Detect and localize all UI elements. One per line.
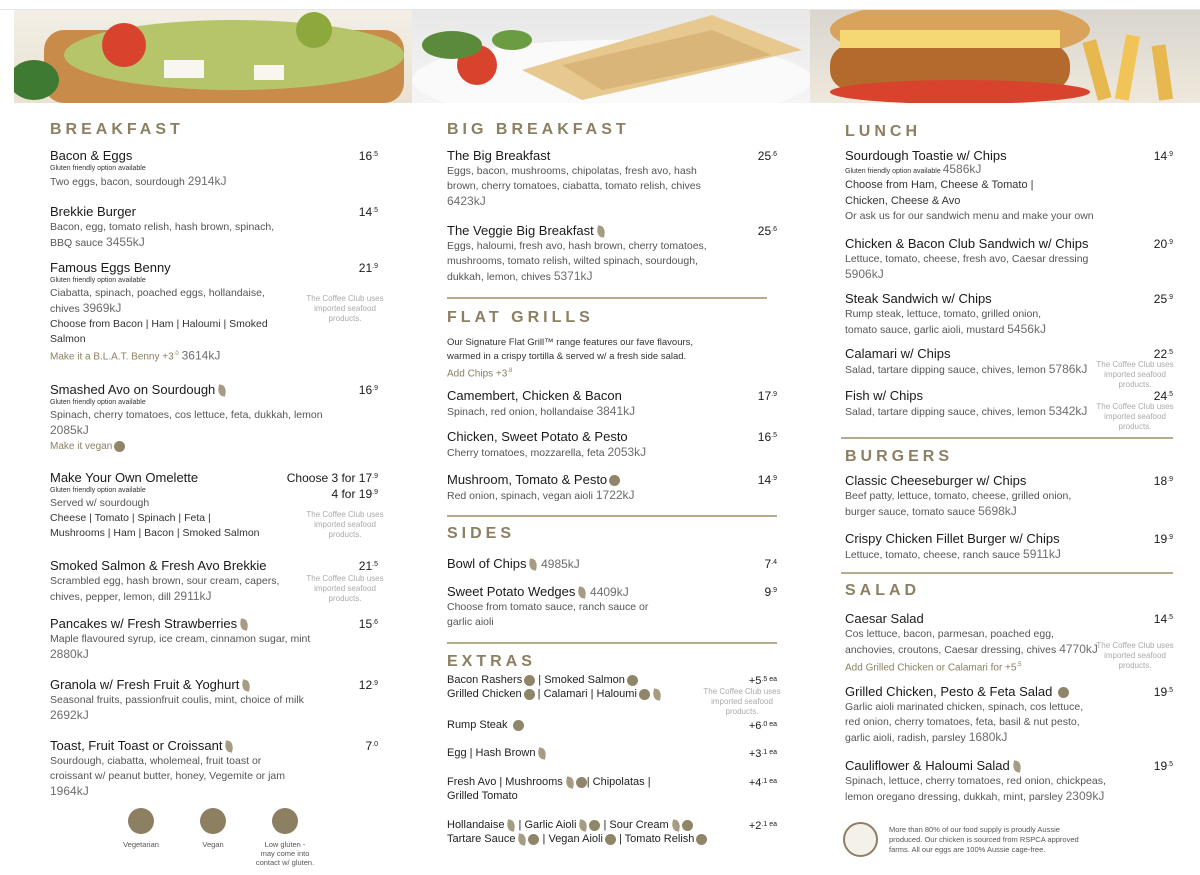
section-title-big-breakfast: BIG BREAKFAST <box>447 121 630 138</box>
item-desc <box>50 708 380 724</box>
item-desc: Eggs, haloumi, fresh avo, hash brown, cherry tomatoes, <box>447 240 707 252</box>
item-kj: 3841kJ <box>596 404 636 418</box>
item-desc: Choose from tomato sauce, ranch sauce or <box>447 601 649 613</box>
gluten-icon <box>524 675 535 686</box>
item-name: The Veggie Big Breakfast <box>447 223 777 239</box>
gluten-friendly-note: Gluten friendly option available <box>845 168 941 175</box>
item-kj: 5456kJ <box>1007 322 1046 336</box>
item-price: $+6^{.0 ea}$ <box>748 720 777 732</box>
item-upgrade: Make it vegan <box>50 439 380 454</box>
item-price: Choose 3 for $17^{.9}$ 4 for $19^{.9}$ <box>286 471 378 501</box>
item-desc: BBQ sauce 3455kJ <box>50 235 145 249</box>
item-name: The Big Breakfast <box>447 148 551 163</box>
menu-item-omelette[interactable] <box>50 470 384 541</box>
vegetarian-leaf-icon <box>671 819 681 831</box>
item-desc <box>50 647 380 663</box>
item-desc: Spinach, red onion, hollandaise 3841kJ <box>447 404 636 418</box>
rspca-approved-icon <box>843 822 878 857</box>
gluten-friendly-note: Gluten friendly option available <box>50 399 146 406</box>
item-desc: croissant w/ peanut butter, honey, Vegemite or jam <box>50 770 286 782</box>
gluten-icon <box>682 820 693 831</box>
item-price: $14^{.9}$ <box>757 473 777 487</box>
item-desc: Seasonal fruits, passionfruit coulis, mint, choice of milk <box>50 694 304 706</box>
item-upgrade: Add Grilled Chicken or Calamari for $+5^{.5}$ <box>845 662 1022 674</box>
gluten-friendly-note: Gluten friendly option available <box>50 165 146 172</box>
legend-low-gluten: Low gluten - may come into contact w/ gluten. <box>255 808 315 867</box>
item-price: $25^{.6}$ <box>757 224 777 238</box>
item-desc: Eggs, bacon, mushrooms, chipolatas, fresh avo, hash <box>447 165 697 177</box>
item-desc: Red onion, spinach, vegan aioli 1722kJ <box>447 488 635 502</box>
item-desc: dukkah, lemon, chives 5371kJ <box>447 269 593 283</box>
vegetarian-leaf-icon <box>128 808 154 834</box>
item-kj: 5906kJ <box>845 267 884 281</box>
item-options: Choose from Bacon | Ham | Haloumi | Smoked <box>50 318 268 330</box>
item-options: Cheese | Tomato | Spinach | Feta | <box>50 512 211 524</box>
item-options: Chicken, Cheese & Avo <box>845 195 961 207</box>
item-kj: 1964kJ <box>50 784 89 798</box>
divider <box>447 642 777 644</box>
item-desc <box>845 267 1173 283</box>
flat-grill-photo <box>412 10 810 103</box>
menu-item-haloumi-salad[interactable] <box>845 758 1173 805</box>
item-name: Grilled Chicken, Pesto & Feta Salad <box>845 684 1173 700</box>
item-price: $19^{.5}$ <box>1153 759 1173 773</box>
item-price: $24^{.5}$ <box>1153 389 1173 403</box>
menu-item-cheeseburger[interactable] <box>845 473 1173 520</box>
gluten-icon <box>513 720 524 731</box>
vegan-icon <box>696 834 707 845</box>
item-price: $+5^{.5 ea}$ <box>748 675 777 687</box>
item-name: Crispy Chicken Fillet Burger w/ Chips <box>845 531 1060 546</box>
vegetarian-leaf-icon <box>225 740 235 752</box>
item-desc: garlic aioli <box>447 616 494 628</box>
item-name: Chicken & Bacon Club Sandwich w/ Chips <box>845 236 1089 251</box>
section-title-burgers: BURGERS <box>845 448 954 465</box>
vegetarian-leaf-icon <box>578 586 588 598</box>
item-kj: 2914kJ <box>187 174 227 188</box>
gluten-icon <box>627 675 638 686</box>
menu-item-sweet-potato-wedges[interactable] <box>447 584 777 630</box>
vegan-icon <box>609 475 620 486</box>
item-name: Bacon & Eggs <box>50 148 133 163</box>
item-kj: 5786kJ <box>1048 362 1088 376</box>
seafood-note: The Coffee Club uses imported seafood products. <box>1096 402 1174 431</box>
item-kj: 2085kJ <box>50 423 89 437</box>
item-name: Toast, Fruit Toast or Croissant <box>50 738 380 754</box>
seafood-note: The Coffee Club uses imported seafood products. <box>306 294 384 323</box>
item-desc: Sourdough, ciabatta, wholemeal, fruit toast or <box>50 755 262 767</box>
item-desc: Salad, tartare dipping sauce, chives, lemon 5786kJ <box>845 362 1088 376</box>
item-kj: 1680kJ <box>968 730 1008 744</box>
extras-row-vegetables[interactable]: Fresh Avo | Mushrooms | Chipolatas | Grilled Tomato $+4^{.1 ea}$ <box>447 776 777 802</box>
seafood-note: The Coffee Club uses imported seafood products. <box>1096 641 1174 670</box>
menu-item-granola[interactable] <box>50 677 380 724</box>
item-upgrade: Make it a B.L.A.T. Benny $+3^{.0}$ 3614kJ <box>50 348 221 363</box>
section-title-salad: SALAD <box>845 582 921 599</box>
item-price: $16^{.5}$ <box>757 430 777 444</box>
item-name: Chicken, Sweet Potato & Pesto <box>447 429 628 444</box>
item-desc: Maple flavoured syrup, ice cream, cinnamon sugar, mint <box>50 633 311 645</box>
item-desc: Lettuce, tomato, cheese, ranch sauce 5911kJ <box>845 547 1061 561</box>
section-title-sides: SIDES <box>447 525 516 542</box>
vegan-icon <box>200 808 226 834</box>
item-price: $7^{.4}$ <box>764 557 777 571</box>
item-kj: 2309kJ <box>1065 789 1105 803</box>
item-desc <box>50 784 380 800</box>
item-price: $20^{.9}$ <box>1153 237 1173 251</box>
menu-item-big-breakfast[interactable] <box>447 148 777 210</box>
item-price: $16^{.5}$ <box>358 149 378 163</box>
item-name: Smoked Salmon & Fresh Avo Brekkie <box>50 558 267 573</box>
seafood-note: The Coffee Club uses imported seafood products. <box>703 687 781 716</box>
item-name: Steak Sandwich w/ Chips <box>845 291 992 306</box>
item-kj: 5698kJ <box>978 504 1017 518</box>
item-price: $7^{.0}$ <box>365 739 378 753</box>
vegetarian-leaf-icon <box>596 225 606 237</box>
item-desc: burger sauce, tomato sauce 5698kJ <box>845 504 1017 518</box>
divider <box>841 437 1173 439</box>
vegetarian-leaf-icon <box>529 558 539 570</box>
menu-item-club-sandwich[interactable] <box>845 236 1173 283</box>
vegetarian-leaf-icon <box>579 819 589 831</box>
item-price: $21^{.9}$ <box>358 261 378 275</box>
burger-photo <box>810 10 1200 103</box>
item-desc: chives 3969kJ <box>50 301 122 315</box>
legend-vegetarian: Vegetarian <box>111 808 171 849</box>
menu-item-pancakes[interactable] <box>50 616 380 663</box>
menu-item-fish[interactable] <box>845 388 1174 431</box>
item-kj: 4770kJ <box>1059 642 1098 656</box>
item-desc: Lettuce, tomato, cheese, fresh avo, Caesar dressing <box>845 253 1089 265</box>
item-desc: tomato sauce, garlic aioli, mustard 5456kJ <box>845 322 1046 336</box>
section-title-breakfast: BREAKFAST <box>50 121 184 138</box>
gluten-icon <box>589 820 600 831</box>
vegetarian-leaf-icon <box>239 618 249 630</box>
vegetarian-leaf-icon <box>1012 760 1022 772</box>
vegetarian-leaf-icon <box>538 747 548 759</box>
item-name: Pancakes w/ Fresh Strawberries <box>50 616 380 632</box>
menu-item-bacon-eggs[interactable] <box>50 148 380 190</box>
seafood-note: The Coffee Club uses imported seafood products. <box>1096 360 1174 389</box>
menu-item-smashed-avo[interactable] <box>50 382 380 454</box>
item-name: Sourdough Toastie w/ Chips <box>845 148 1007 163</box>
item-name: Cauliflower & Haloumi Salad <box>845 758 1173 774</box>
item-desc: Salad, tartare dipping sauce, chives, lemon 5342kJ <box>845 404 1088 418</box>
item-desc <box>447 194 777 210</box>
item-price: $25^{.9}$ <box>1153 292 1173 306</box>
menu-item-steak-sandwich[interactable] <box>845 291 1173 338</box>
section-title-flat-grills: FLAT GRILLS <box>447 309 594 326</box>
item-desc: chives, pepper, lemon, dill 2911kJ <box>50 589 212 603</box>
hero-photos <box>14 10 1200 103</box>
item-desc: Garlic aioli marinated chicken, spinach, cos lettuce, <box>845 701 1084 713</box>
flat-grills-intro: Our Signature Flat Grill™ range features our fave flavours, warmed in a crispy tortilla & served w/ a fresh side salad. Add Chips $+3^{.8}$ <box>447 337 694 380</box>
item-price: $16^{.9}$ <box>358 383 378 397</box>
gluten-friendly-note: Gluten friendly option available <box>50 277 146 284</box>
low-gluten-icon <box>272 808 298 834</box>
item-name: Make Your Own Omelette <box>50 470 199 485</box>
menu-item-bowl-of-chips[interactable] <box>447 556 777 572</box>
item-desc: Ciabatta, spinach, poached eggs, hollandaise, <box>50 287 265 299</box>
item-desc: lemon oregano dressing, dukkah, mint, parsley 2309kJ <box>845 789 1105 803</box>
smashed-avo-photo <box>14 10 412 103</box>
menu-item-camembert[interactable] <box>447 388 777 420</box>
item-name: Brekkie Burger <box>50 204 136 219</box>
item-price: $19^{.5}$ <box>1153 685 1173 699</box>
item-price: $22^{.5}$ <box>1153 347 1173 361</box>
item-name: Classic Cheeseburger w/ Chips <box>845 473 1027 488</box>
seafood-note: The Coffee Club uses imported seafood products. <box>306 574 384 603</box>
item-name: Famous Eggs Benny <box>50 260 171 275</box>
item-desc: Scrambled egg, hash brown, sour cream, capers, <box>50 575 280 587</box>
item-price: $21^{.5}$ <box>358 559 378 573</box>
divider <box>841 572 1173 574</box>
extras-row-proteins[interactable]: Bacon Rashers | Smoked Salmon Grilled Chicken | Calamari | Haloumi $+5^{.5 ea}$ The Coffee Club uses imported seafood products. <box>447 674 781 716</box>
item-desc <box>50 423 380 439</box>
item-price: $+4^{.1 ea}$ <box>748 777 777 789</box>
vegetarian-leaf-icon <box>565 776 575 788</box>
divider <box>447 515 777 517</box>
item-price: $12^{.9}$ <box>358 678 378 692</box>
item-name: Fish w/ Chips <box>845 388 924 403</box>
vegetarian-leaf-icon <box>518 833 528 845</box>
item-desc: Cos lettuce, bacon, parmesan, poached egg, <box>845 628 1054 640</box>
gluten-icon <box>639 689 650 700</box>
item-kj: 6423kJ <box>447 194 486 208</box>
extras-row-rump-steak[interactable]: Rump Steak $+6^{.0 ea}$ <box>447 719 777 732</box>
item-desc: anchovies, croutons, Caesar dressing, chives 4770kJ <box>845 642 1098 656</box>
divider <box>447 297 767 299</box>
vegetarian-leaf-icon <box>217 384 227 396</box>
item-kj: 5342kJ <box>1048 404 1088 418</box>
menu-item-brekkie-burger[interactable] <box>50 204 380 251</box>
legend-vegan: Vegan <box>183 808 243 849</box>
item-price: $15^{.6}$ <box>358 617 378 631</box>
gluten-icon <box>1058 687 1069 698</box>
item-price: $19^{.9}$ <box>1153 532 1173 546</box>
seafood-note: The Coffee Club uses imported seafood products. <box>306 510 384 539</box>
item-desc: Served w/ sourdough <box>50 497 150 509</box>
item-name: Mushroom, Tomato & Pesto <box>447 472 777 488</box>
sourcing-note: More than 80% of our food supply is proudly Aussie produced. Our chicken is sourced from RSPCA approved farms. All our eggs are 100% Aussie cage-free. <box>889 825 1079 854</box>
menu-item-pesto-salad[interactable] <box>845 684 1173 746</box>
item-kj: 4586kJ <box>942 162 982 176</box>
extras-row-sauces[interactable]: Hollandaise | Garlic Aioli | Sour Cream Tartare Sauce | Vegan Aioli | Tomato Relish $+2^{.1 ea}$ <box>447 819 777 845</box>
menu-item-toastie[interactable] <box>845 148 1173 224</box>
item-desc: Bacon, egg, tomato relish, hash brown, spinach, <box>50 221 275 233</box>
menu-item-chicken-burger[interactable] <box>845 531 1173 563</box>
item-desc: red onion, cherry tomatoes, feta, basil & nut pesto, <box>845 716 1080 728</box>
item-name: Camembert, Chicken & Bacon <box>447 388 622 403</box>
menu-item-calamari[interactable] <box>845 346 1174 389</box>
item-options: Mushrooms | Ham | Bacon | Smoked Salmon <box>50 527 260 539</box>
item-kj: 2880kJ <box>50 647 89 661</box>
gluten-icon <box>576 777 587 788</box>
menu-item-veggie-big-breakfast[interactable] <box>447 223 777 285</box>
item-kj: 4409kJ <box>590 585 629 599</box>
item-price: $18^{.9}$ <box>1153 474 1173 488</box>
item-price: $9^{.9}$ <box>764 585 777 599</box>
menu-item-mushroom-pesto[interactable] <box>447 472 777 504</box>
gluten-icon <box>524 689 535 700</box>
menu-item-eggs-benny[interactable] <box>50 260 384 365</box>
item-desc: garlic aioli, radish, parsley 1680kJ <box>845 730 1008 744</box>
item-desc: Spinach, cherry tomatoes, cos lettuce, feta, dukkah, lemon <box>50 409 323 421</box>
item-kj: 1722kJ <box>595 488 635 502</box>
extras-row-egg-hash-brown[interactable]: Egg | Hash Brown $+3^{.1 ea}$ <box>447 747 777 760</box>
item-desc: Two eggs, bacon, sourdough 2914kJ <box>50 174 227 188</box>
item-name: Calamari w/ Chips <box>845 346 951 361</box>
menu-item-sweet-potato-pesto[interactable] <box>447 429 777 461</box>
item-name: Smashed Avo on Sourdough <box>50 382 380 398</box>
item-name: Sweet Potato Wedges 4409kJ <box>447 584 629 599</box>
item-desc: Rump steak, lettuce, tomato, grilled onion, <box>845 308 1042 320</box>
vegan-icon <box>114 441 125 452</box>
item-name: Granola w/ Fresh Fruit & Yoghurt <box>50 677 380 693</box>
item-desc: Cherry tomatoes, mozzarella, feta 2053kJ <box>447 445 647 459</box>
gluten-friendly-note: Gluten friendly option available <box>50 487 146 494</box>
item-desc: Beef patty, lettuce, tomato, cheese, grilled onion, <box>845 490 1072 502</box>
vegetarian-leaf-icon <box>507 819 517 831</box>
item-desc: mushrooms, tomato relish, wilted spinach, sourdough, <box>447 255 698 267</box>
item-kj: 2053kJ <box>607 445 647 459</box>
item-price: $+3^{.1 ea}$ <box>748 748 777 760</box>
gluten-icon <box>528 834 539 845</box>
top-bar <box>0 0 1200 10</box>
item-kj: 4985kJ <box>541 557 580 571</box>
section-title-lunch: LUNCH <box>845 123 921 140</box>
item-price: $14^{.5}$ <box>358 205 378 219</box>
menu-item-caesar-salad[interactable] <box>845 611 1173 676</box>
item-price: $+2^{.1 ea}$ <box>748 820 777 832</box>
item-kj: 3969kJ <box>82 301 122 315</box>
item-kj: 2692kJ <box>50 708 89 722</box>
item-price: $14^{.9}$ <box>1153 149 1173 163</box>
item-desc: brown, cherry tomatoes, ciabatta, tomato relish, chives <box>447 180 701 192</box>
item-kj: 5911kJ <box>1023 547 1061 561</box>
item-name: Caesar Salad <box>845 611 924 626</box>
item-desc: Or ask us for our sandwich menu and make your own <box>845 210 1094 222</box>
vegetarian-leaf-icon <box>241 679 251 691</box>
item-kj: 2911kJ <box>173 589 212 603</box>
item-name: Bowl of Chips 4985kJ <box>447 556 580 571</box>
section-title-extras: EXTRAS <box>447 653 536 670</box>
item-options: Salmon <box>50 333 86 345</box>
item-price: $14^{.5}$ <box>1153 612 1173 626</box>
menu-item-toast[interactable] <box>50 738 380 800</box>
item-price: $25^{.6}$ <box>757 149 777 163</box>
vegan-icon <box>605 834 616 845</box>
item-kj: 5371kJ <box>553 269 593 283</box>
vegetarian-leaf-icon <box>652 688 662 700</box>
item-price: $17^{.9}$ <box>757 389 777 403</box>
menu-item-salmon-brekkie[interactable] <box>50 558 384 605</box>
item-options: Choose from Ham, Cheese & Tomato | <box>845 179 1034 191</box>
item-kj: 3455kJ <box>106 235 145 249</box>
item-desc: Spinach, lettuce, cherry tomatoes, red onion, chickpeas, <box>845 775 1106 787</box>
